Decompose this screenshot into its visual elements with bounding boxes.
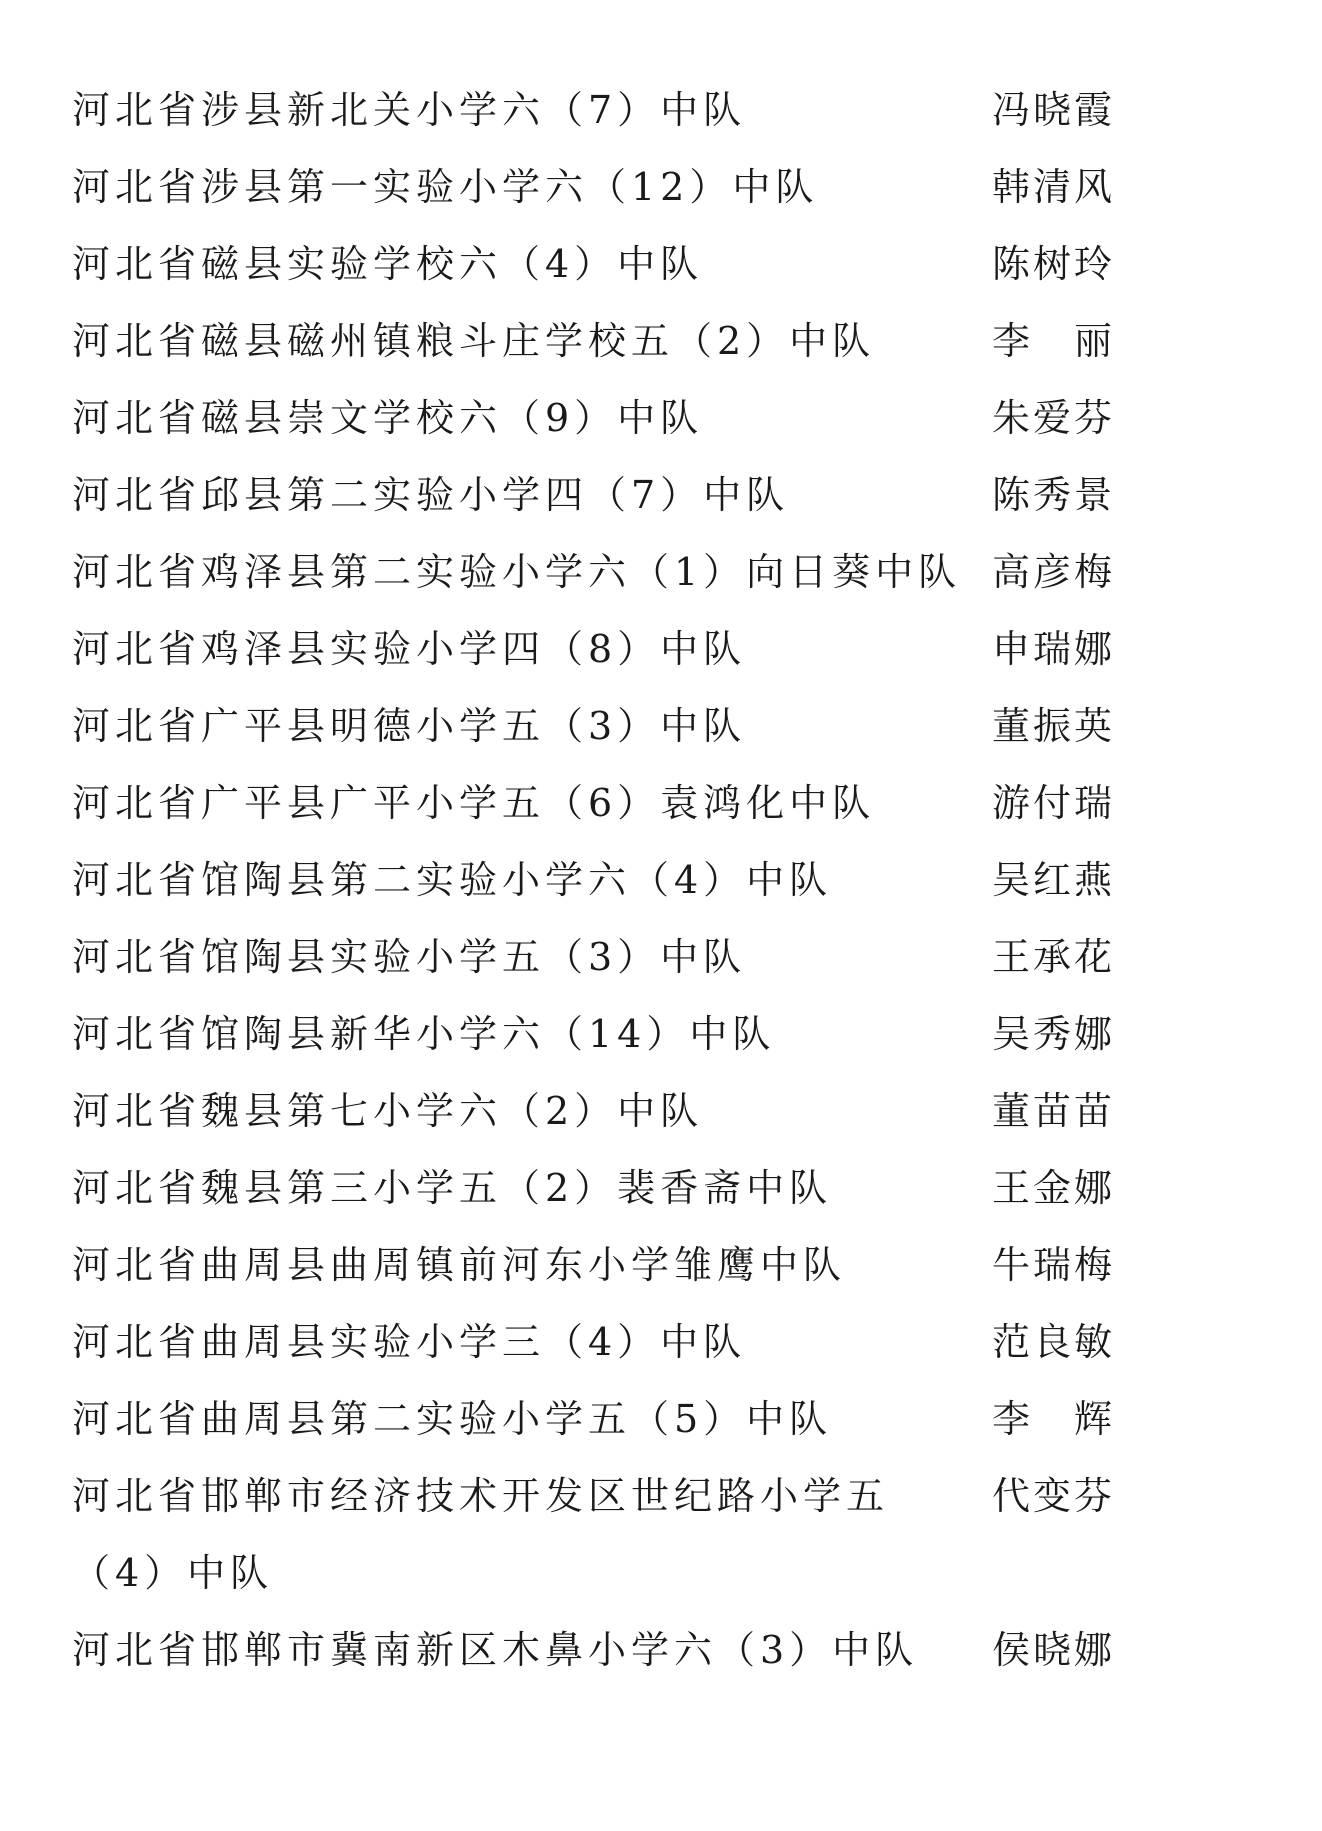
list-item: [72, 611, 1212, 688]
unit-name: 河北省曲周县第二实验小学五（5）中队: [72, 1397, 833, 1441]
list-item: [72, 534, 1212, 611]
list-item: [72, 303, 1212, 380]
list-item: [72, 842, 1212, 919]
list-item: [72, 1612, 1212, 1689]
person-name: 代变芬: [992, 1474, 1116, 1518]
unit-name: 河北省魏县第三小学五（2）裴香斋中队: [72, 1166, 833, 1210]
list-item: [72, 1458, 1212, 1612]
list-item: [72, 996, 1212, 1073]
person-name: 董苗苗: [992, 1089, 1116, 1133]
person-name: 申瑞娜: [992, 627, 1116, 671]
list-item: [72, 226, 1212, 303]
list-item: [72, 380, 1212, 457]
person-name: 陈树玲: [992, 242, 1116, 286]
person-name: 侯晓娜: [992, 1628, 1116, 1672]
list-item: [72, 1150, 1212, 1227]
person-name: 李 丽: [992, 319, 1116, 363]
person-name: 王承花: [992, 935, 1116, 979]
unit-name: 河北省涉县新北关小学六（7）中队: [72, 88, 747, 132]
unit-name: 河北省邱县第二实验小学四（7）中队: [72, 473, 790, 517]
list-item: [72, 1073, 1212, 1150]
list-item: [72, 1227, 1212, 1304]
unit-name: 河北省广平县广平小学五（6）袁鸿化中队: [72, 781, 876, 825]
unit-name: 河北省邯郸市冀南新区木鼻小学六（3）中队: [72, 1628, 919, 1672]
person-name: 范良敏: [992, 1320, 1116, 1364]
list-item: [72, 457, 1212, 534]
unit-name: 河北省邯郸市经济技术开发区世纪路小学五（4）中队: [72, 1474, 890, 1595]
unit-name: 河北省鸡泽县实验小学四（8）中队: [72, 627, 747, 671]
unit-name: 河北省鸡泽县第二实验小学六（1）向日葵中队: [72, 550, 962, 594]
unit-name: 河北省曲周县实验小学三（4）中队: [72, 1320, 747, 1364]
unit-name: 河北省涉县第一实验小学六（12）中队: [72, 165, 819, 209]
list-item: [72, 72, 1212, 149]
unit-name: 河北省馆陶县第二实验小学六（4）中队: [72, 858, 833, 902]
unit-name: 河北省魏县第七小学六（2）中队: [72, 1089, 704, 1133]
person-name: 朱爱芬: [992, 396, 1116, 440]
list-item: [72, 688, 1212, 765]
person-name: 游付瑞: [992, 781, 1116, 825]
person-name: 韩清风: [992, 165, 1116, 209]
unit-name: 河北省馆陶县实验小学五（3）中队: [72, 935, 747, 979]
list-item: [72, 1381, 1212, 1458]
person-name: 李 辉: [992, 1397, 1116, 1441]
unit-name: 河北省广平县明德小学五（3）中队: [72, 704, 747, 748]
person-name: 董振英: [992, 704, 1116, 748]
unit-name: 河北省磁县实验学校六（4）中队: [72, 242, 704, 286]
list-item: [72, 765, 1212, 842]
unit-name: 河北省馆陶县新华小学六（14）中队: [72, 1012, 776, 1056]
person-name: 吴红燕: [992, 858, 1116, 902]
unit-name: 河北省磁县磁州镇粮斗庄学校五（2）中队: [72, 319, 876, 363]
list-item: [72, 1304, 1212, 1381]
person-name: 王金娜: [992, 1166, 1116, 1210]
person-name: 吴秀娜: [992, 1012, 1116, 1056]
unit-name: 河北省磁县崇文学校六（9）中队: [72, 396, 704, 440]
person-name: 陈秀景: [992, 473, 1116, 517]
list-item: [72, 149, 1212, 226]
unit-name: 河北省曲周县曲周镇前河东小学雏鹰中队: [72, 1243, 847, 1287]
list-item: [72, 919, 1212, 996]
honor-list: [72, 72, 1212, 1689]
person-name: 高彦梅: [992, 550, 1116, 594]
person-name: 牛瑞梅: [992, 1243, 1116, 1287]
person-name: 冯晓霞: [992, 88, 1116, 132]
